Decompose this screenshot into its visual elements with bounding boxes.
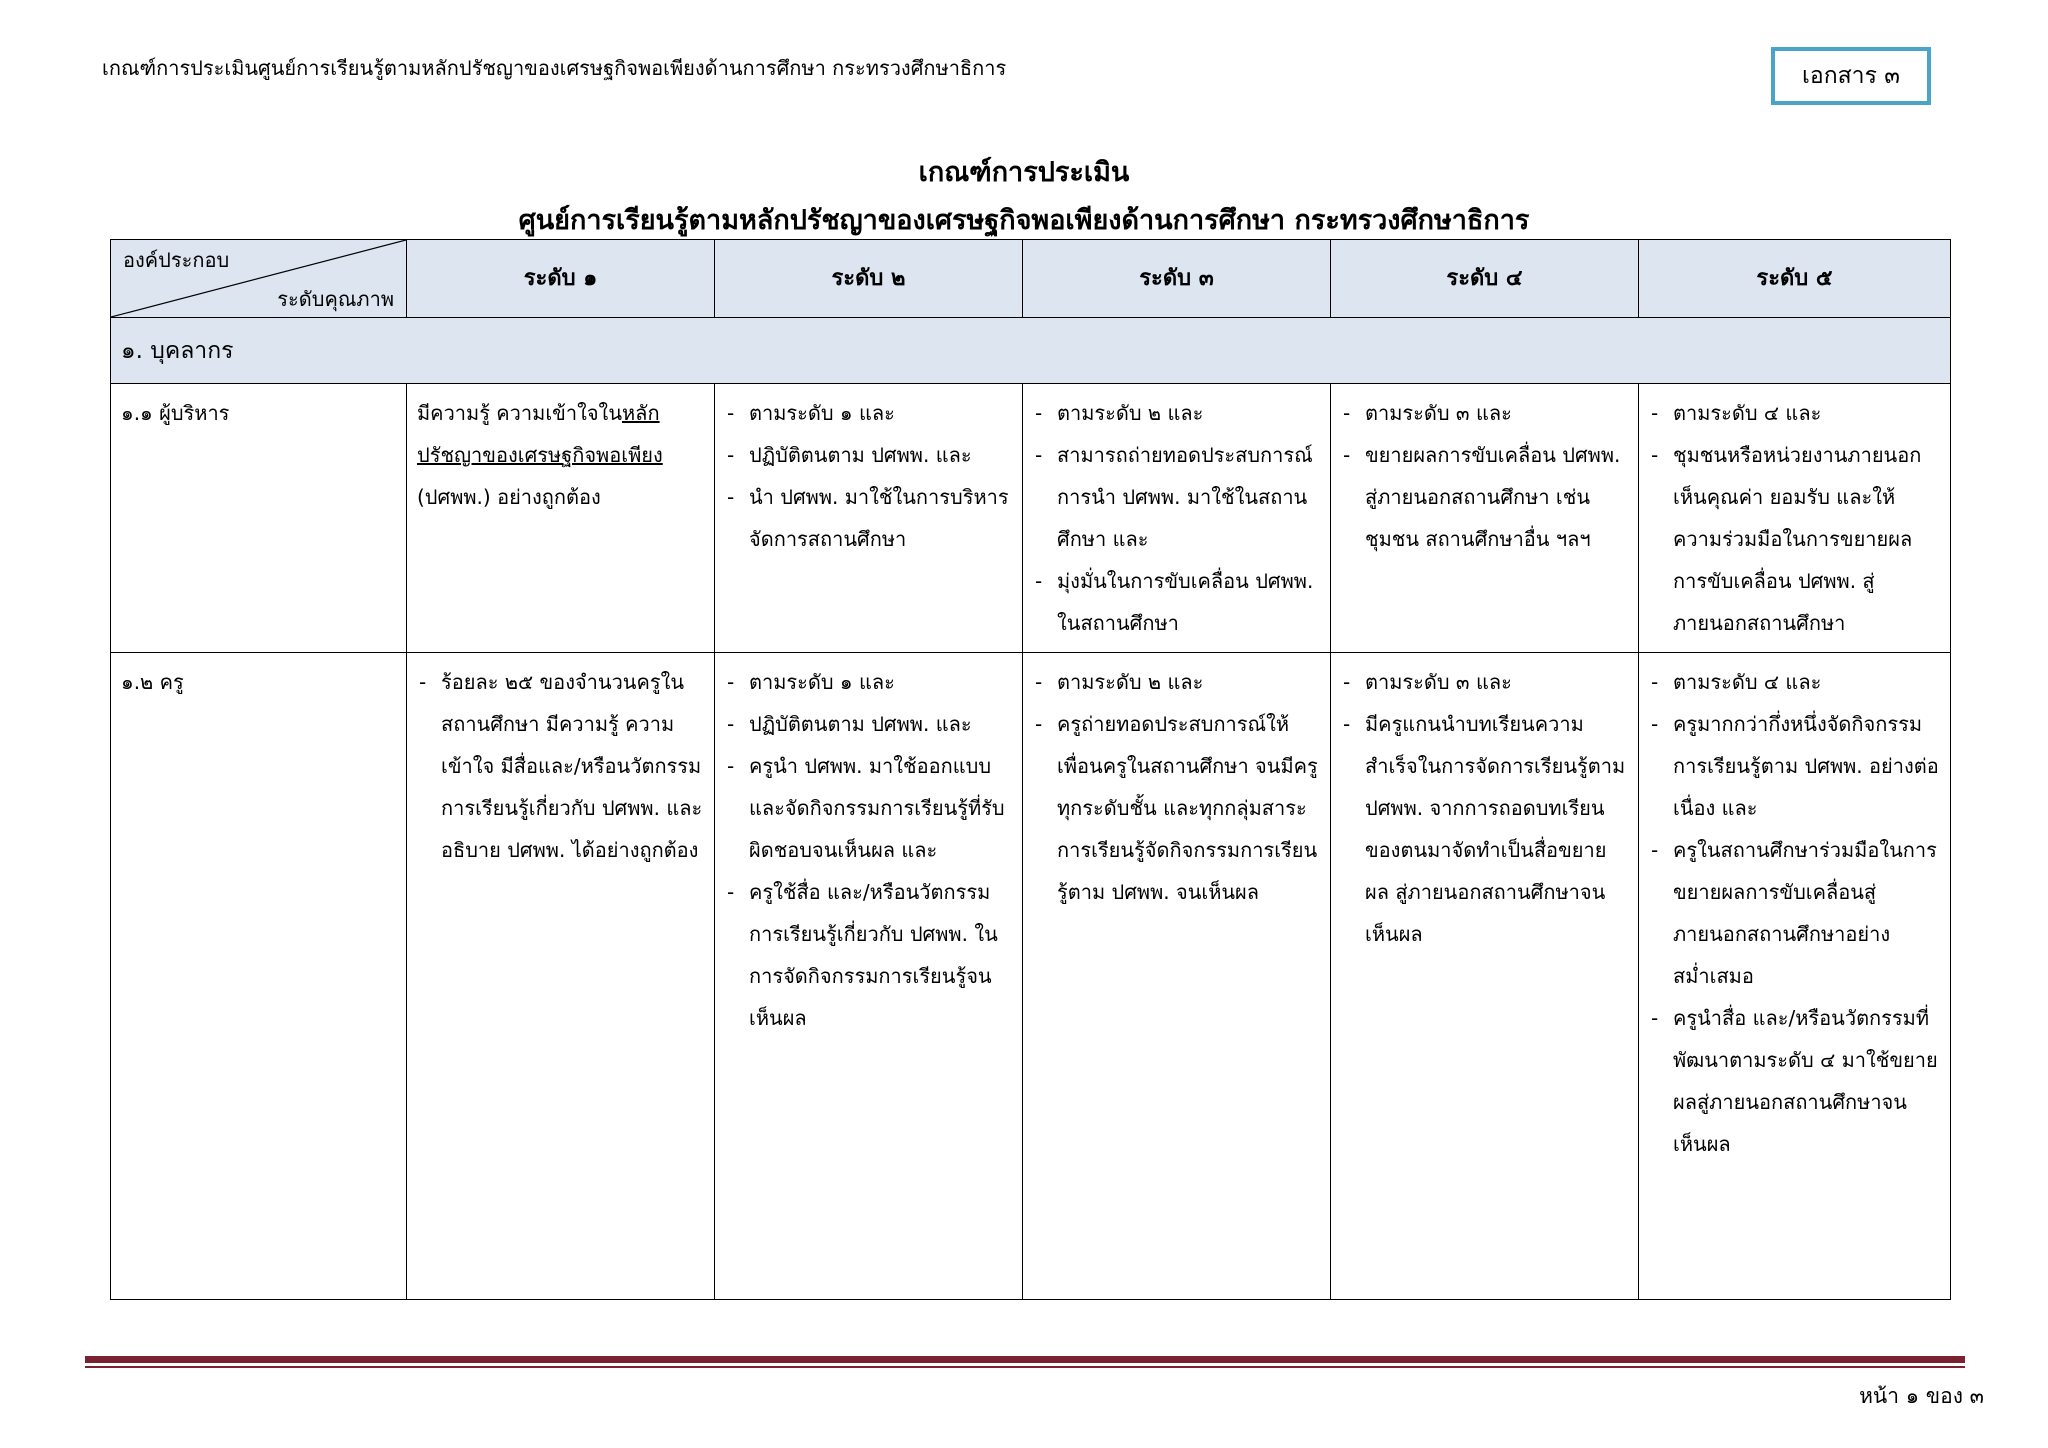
list-item: - ปฏิบัติตนตาม ปศพพ. และ <box>725 703 1012 745</box>
running-header: เกณฑ์การประเมินศูนย์การเรียนรู้ตามหลักปรัชญาของเศรษฐกิจพอเพียงด้านการศึกษา กระทรวงศึกษาธิการ <box>102 56 1007 80</box>
list-item: - นำ ปศพพ. มาใช้ในการบริหารจัดการสถานศึกษา <box>725 476 1012 560</box>
list-item: - ตามระดับ ๑ และ <box>725 392 1012 434</box>
level-1-cell <box>407 653 715 1300</box>
row-label: ๑.๒ ครู <box>111 653 407 1300</box>
table-row <box>111 384 1951 653</box>
list-item: - มีครูแกนนำบทเรียนความสำเร็จในการจัดการเรียนรู้ตาม ปศพพ. จากการถอดบทเรียนของตนมาจัดทำเป็นสื่อขยายผล สู่ภายนอกสถานศึกษาจนเห็นผล <box>1341 703 1628 955</box>
list-item: - ตามระดับ ๓ และ <box>1341 392 1628 434</box>
list-item: - ครูใช้สื่อ และ/หรือนวัตกรรมการเรียนรู้เกี่ยวกับ ปศพพ. ในการจัดกิจกรรมการเรียนรู้จนเห็นผล <box>725 871 1012 1039</box>
document-number-box: เอกสาร ๓ <box>1771 47 1931 105</box>
rubric-table <box>110 239 1951 1300</box>
table-row <box>111 653 1951 1300</box>
section-row <box>111 318 1951 384</box>
section-heading: ๑. บุคลากร <box>111 318 1951 384</box>
page-number: หน้า ๑ ของ ๓ <box>1859 1384 1984 1408</box>
level-header: ระดับ ๑ <box>407 240 715 318</box>
level-4-cell <box>1331 384 1639 653</box>
level-header: ระดับ ๒ <box>715 240 1023 318</box>
level-header: ระดับ ๕ <box>1639 240 1951 318</box>
list-item: - ตามระดับ ๔ และ <box>1649 392 1940 434</box>
list-item: - ตามระดับ ๑ และ <box>725 661 1012 703</box>
level-3-cell <box>1023 653 1331 1300</box>
underlined-term: หลักปรัชญาของเศรษฐกิจพอเพียง <box>417 401 663 467</box>
corner-header-cell <box>111 240 407 318</box>
list-item: - ร้อยละ ๒๕ ของจำนวนครูในสถานศึกษา มีความรู้ ความเข้าใจ มีสื่อและ/หรือนวัตกรรมการเรียนรู้เกี่ยวกับ ปศพพ. และอธิบาย ปศพพ. ได้อย่างถูกต้อง <box>417 661 704 871</box>
list-item: - ตามระดับ ๒ และ <box>1033 661 1320 703</box>
row-label: ๑.๑ ผู้บริหาร <box>111 384 407 653</box>
table-header-row <box>111 240 1951 318</box>
list-item: - ชุมชนหรือหน่วยงานภายนอกเห็นคุณค่า ยอมรับ และให้ความร่วมมือในการขยายผลการขับเคลื่อน ปศพพ. สู่ภายนอกสถานศึกษา <box>1649 434 1940 644</box>
list-item: - สามารถถ่ายทอดประสบการณ์การนำ ปศพพ. มาใช้ในสถานศึกษา และ <box>1033 434 1320 560</box>
list-item: - ครูถ่ายทอดประสบการณ์ให้เพื่อนครูในสถานศึกษา จนมีครูทุกระดับชั้น และทุกกลุ่มสาระการเรียนรู้จัดกิจกรรมการเรียนรู้ตาม ปศพพ. จนเห็นผล <box>1033 703 1320 913</box>
cell-text: (ปศพพ.) อย่างถูกต้อง <box>417 485 601 509</box>
corner-label-component: องค์ประกอบ <box>123 248 230 272</box>
level-3-cell <box>1023 384 1331 653</box>
level-2-cell <box>715 653 1023 1300</box>
level-5-cell <box>1639 384 1951 653</box>
footer-rule-thin <box>85 1366 1965 1368</box>
list-item: - มุ่งมั่นในการขับเคลื่อน ปศพพ. ในสถานศึกษา <box>1033 560 1320 644</box>
list-item: - ครูในสถานศึกษาร่วมมือในการขยายผลการขับเคลื่อนสู่ภายนอกสถานศึกษาอย่างสม่ำเสมอ <box>1649 829 1940 997</box>
corner-label-quality-level: ระดับคุณภาพ <box>277 287 394 311</box>
level-4-cell <box>1331 653 1639 1300</box>
list-item: - ครูนำ ปศพพ. มาใช้ออกแบบและจัดกิจกรรมการเรียนรู้ที่รับผิดชอบจนเห็นผล และ <box>725 745 1012 871</box>
level-header: ระดับ ๓ <box>1023 240 1331 318</box>
cell-text: มีความรู้ ความเข้าใจใน <box>417 401 622 425</box>
footer-rule-thick <box>85 1356 1965 1363</box>
list-item: - ตามระดับ ๔ และ <box>1649 661 1940 703</box>
page-title: เกณฑ์การประเมิน <box>918 157 1130 188</box>
list-item: - ครูมากกว่ากึ่งหนึ่งจัดกิจกรรมการเรียนรู้ตาม ปศพพ. อย่างต่อเนื่อง และ <box>1649 703 1940 829</box>
level-2-cell <box>715 384 1023 653</box>
list-item: - ครูนำสื่อ และ/หรือนวัตกรรมที่พัฒนาตามระดับ ๔ มาใช้ขยายผลสู่ภายนอกสถานศึกษาจนเห็นผล <box>1649 997 1940 1165</box>
level-1-cell <box>407 384 715 653</box>
level-5-cell <box>1639 653 1951 1300</box>
list-item: - ขยายผลการขับเคลื่อน ปศพพ. สู่ภายนอกสถานศึกษา เช่น ชุมชน สถานศึกษาอื่น ฯลฯ <box>1341 434 1628 560</box>
page-subtitle: ศูนย์การเรียนรู้ตามหลักปรัชญาของเศรษฐกิจพอเพียงด้านการศึกษา กระทรวงศึกษาธิการ <box>518 205 1530 236</box>
level-header: ระดับ ๔ <box>1331 240 1639 318</box>
list-item: - ตามระดับ ๒ และ <box>1033 392 1320 434</box>
list-item: - ตามระดับ ๓ และ <box>1341 661 1628 703</box>
list-item: - ปฏิบัติตนตาม ปศพพ. และ <box>725 434 1012 476</box>
